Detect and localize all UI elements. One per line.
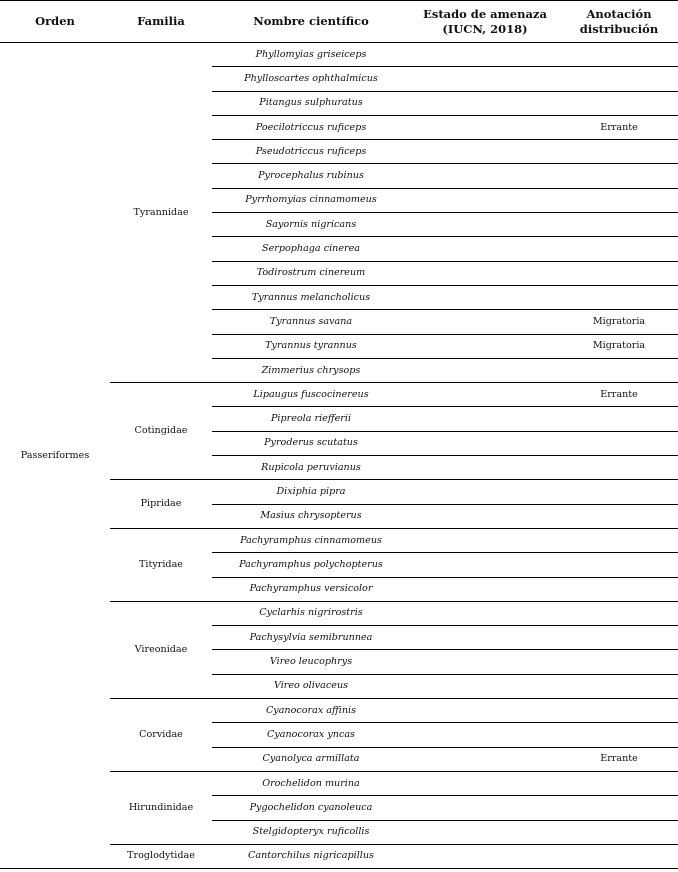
familia-cell: Tityridae <box>110 528 212 601</box>
anotacion-cell <box>560 67 678 91</box>
header-anotacion-distribucion <box>560 1 678 43</box>
familia-cell: Cotingidae <box>110 383 212 480</box>
estado-amenaza-cell <box>410 431 560 455</box>
familia-cell: Troglodytidae <box>110 844 212 868</box>
estado-amenaza-cell <box>410 601 560 625</box>
familia-cell: Hirundinidae <box>110 771 212 844</box>
estado-amenaza-cell <box>410 796 560 820</box>
header-estado-line1: Estado de amenaza <box>423 6 547 21</box>
estado-amenaza-cell <box>410 164 560 188</box>
species-name-cell: Pitangus sulphuratus <box>212 91 410 115</box>
familia-cell: Vireonidae <box>110 601 212 698</box>
species-name-cell: Masius chrysopterus <box>212 504 410 528</box>
table-row <box>0 43 678 67</box>
estado-amenaza-cell <box>410 383 560 407</box>
anotacion-cell: Errante <box>560 747 678 771</box>
anotacion-cell <box>560 723 678 747</box>
species-name-cell: Cantorchilus nigricapillus <box>212 844 410 868</box>
anotacion-cell: Migratoria <box>560 310 678 334</box>
species-name-cell: Sayornis nigricans <box>212 213 410 237</box>
species-name-cell: Pyrocephalus rubinus <box>212 164 410 188</box>
table-body <box>0 43 678 869</box>
species-name-cell: Cyclarhis nigrirostris <box>212 601 410 625</box>
estado-amenaza-cell <box>410 504 560 528</box>
header-estado-amenaza <box>410 1 560 43</box>
species-name-cell: Pachyramphus versicolor <box>212 577 410 601</box>
estado-amenaza-cell <box>410 407 560 431</box>
anotacion-cell <box>560 577 678 601</box>
anotacion-cell <box>560 358 678 382</box>
anotacion-cell <box>560 674 678 698</box>
familia-cell: Pipridae <box>110 480 212 529</box>
anotacion-cell: Errante <box>560 383 678 407</box>
estado-amenaza-cell <box>410 699 560 723</box>
estado-amenaza-cell <box>410 261 560 285</box>
anotacion-cell <box>560 699 678 723</box>
species-name-cell: Serpophaga cinerea <box>212 237 410 261</box>
species-name-cell: Tyrannus melancholicus <box>212 285 410 309</box>
estado-amenaza-cell <box>410 67 560 91</box>
estado-amenaza-cell <box>410 820 560 844</box>
species-name-cell: Pachyramphus cinnamomeus <box>212 528 410 552</box>
anotacion-cell <box>560 771 678 795</box>
species-name-cell: Cyanocorax yncas <box>212 723 410 747</box>
species-name-cell: Tyrannus savana <box>212 310 410 334</box>
anotacion-cell <box>560 504 678 528</box>
species-name-cell: Dixiphia pipra <box>212 480 410 504</box>
estado-amenaza-cell <box>410 140 560 164</box>
anotacion-cell <box>560 601 678 625</box>
species-name-cell: Orochelidon murina <box>212 771 410 795</box>
estado-amenaza-cell <box>410 310 560 334</box>
familia-cell: Corvidae <box>110 699 212 772</box>
anotacion-cell <box>560 285 678 309</box>
anotacion-cell <box>560 43 678 67</box>
estado-amenaza-cell <box>410 553 560 577</box>
familia-cell: Tyrannidae <box>110 43 212 383</box>
species-name-cell: Pseudotriccus ruficeps <box>212 140 410 164</box>
estado-amenaza-cell <box>410 91 560 115</box>
species-name-cell: Todirostrum cinereum <box>212 261 410 285</box>
estado-amenaza-cell <box>410 747 560 771</box>
species-name-cell: Tyrannus tyrannus <box>212 334 410 358</box>
anotacion-cell <box>560 796 678 820</box>
anotacion-cell <box>560 164 678 188</box>
anotacion-cell <box>560 213 678 237</box>
anotacion-cell <box>560 456 678 480</box>
estado-amenaza-cell <box>410 844 560 868</box>
header-anotacion-line1: Anotación <box>586 6 652 21</box>
species-name-cell: Phyllomyias griseiceps <box>212 43 410 67</box>
species-name-cell: Pyroderus scutatus <box>212 431 410 455</box>
anotacion-cell <box>560 480 678 504</box>
species-name-cell: Phylloscartes ophthalmicus <box>212 67 410 91</box>
species-name-cell: Zimmerius chrysops <box>212 358 410 382</box>
species-name-cell: Vireo olivaceus <box>212 674 410 698</box>
estado-amenaza-cell <box>410 577 560 601</box>
anotacion-cell <box>560 528 678 552</box>
estado-amenaza-cell <box>410 115 560 139</box>
header-orden: Orden <box>0 1 110 43</box>
estado-amenaza-cell <box>410 771 560 795</box>
header-familia: Familia <box>110 1 212 43</box>
header-estado-line2: (IUCN, 2018) <box>442 21 528 36</box>
species-name-cell: Lipaugus fuscocinereus <box>212 383 410 407</box>
anotacion-cell: Migratoria <box>560 334 678 358</box>
anotacion-cell <box>560 188 678 212</box>
anotacion-cell: Errante <box>560 115 678 139</box>
species-name-cell: Pachysylvia semibrunnea <box>212 626 410 650</box>
species-name-cell: Cyanocorax affinis <box>212 699 410 723</box>
estado-amenaza-cell <box>410 723 560 747</box>
estado-amenaza-cell <box>410 213 560 237</box>
estado-amenaza-cell <box>410 528 560 552</box>
estado-amenaza-cell <box>410 43 560 67</box>
species-name-cell: Pachyramphus polychopterus <box>212 553 410 577</box>
species-name-cell: Poecilotriccus ruficeps <box>212 115 410 139</box>
anotacion-cell <box>560 407 678 431</box>
anotacion-cell <box>560 820 678 844</box>
anotacion-cell <box>560 626 678 650</box>
table-header <box>0 1 678 43</box>
anotacion-cell <box>560 140 678 164</box>
header-nombre-cientifico: Nombre científico <box>212 1 410 43</box>
anotacion-cell <box>560 431 678 455</box>
header-anotacion-line2: distribución <box>579 21 659 36</box>
anotacion-cell <box>560 237 678 261</box>
estado-amenaza-cell <box>410 188 560 212</box>
estado-amenaza-cell <box>410 237 560 261</box>
anotacion-cell <box>560 261 678 285</box>
anotacion-cell <box>560 650 678 674</box>
anotacion-cell <box>560 553 678 577</box>
estado-amenaza-cell <box>410 626 560 650</box>
species-name-cell: Vireo leucophrys <box>212 650 410 674</box>
species-name-cell: Pygochelidon cyanoleuca <box>212 796 410 820</box>
estado-amenaza-cell <box>410 674 560 698</box>
anotacion-cell <box>560 91 678 115</box>
species-name-cell: Pyrrhomyias cinnamomeus <box>212 188 410 212</box>
header-row <box>0 1 678 43</box>
estado-amenaza-cell <box>410 358 560 382</box>
species-name-cell: Stelgidopteryx ruficollis <box>212 820 410 844</box>
species-name-cell: Rupicola peruvianus <box>212 456 410 480</box>
anotacion-cell <box>560 844 678 868</box>
estado-amenaza-cell <box>410 650 560 674</box>
species-name-cell: Pipreola riefferii <box>212 407 410 431</box>
estado-amenaza-cell <box>410 334 560 358</box>
species-name-cell: Cyanolyca armillata <box>212 747 410 771</box>
estado-amenaza-cell <box>410 456 560 480</box>
estado-amenaza-cell <box>410 285 560 309</box>
orden-cell: Passeriformes <box>0 43 110 869</box>
estado-amenaza-cell <box>410 480 560 504</box>
